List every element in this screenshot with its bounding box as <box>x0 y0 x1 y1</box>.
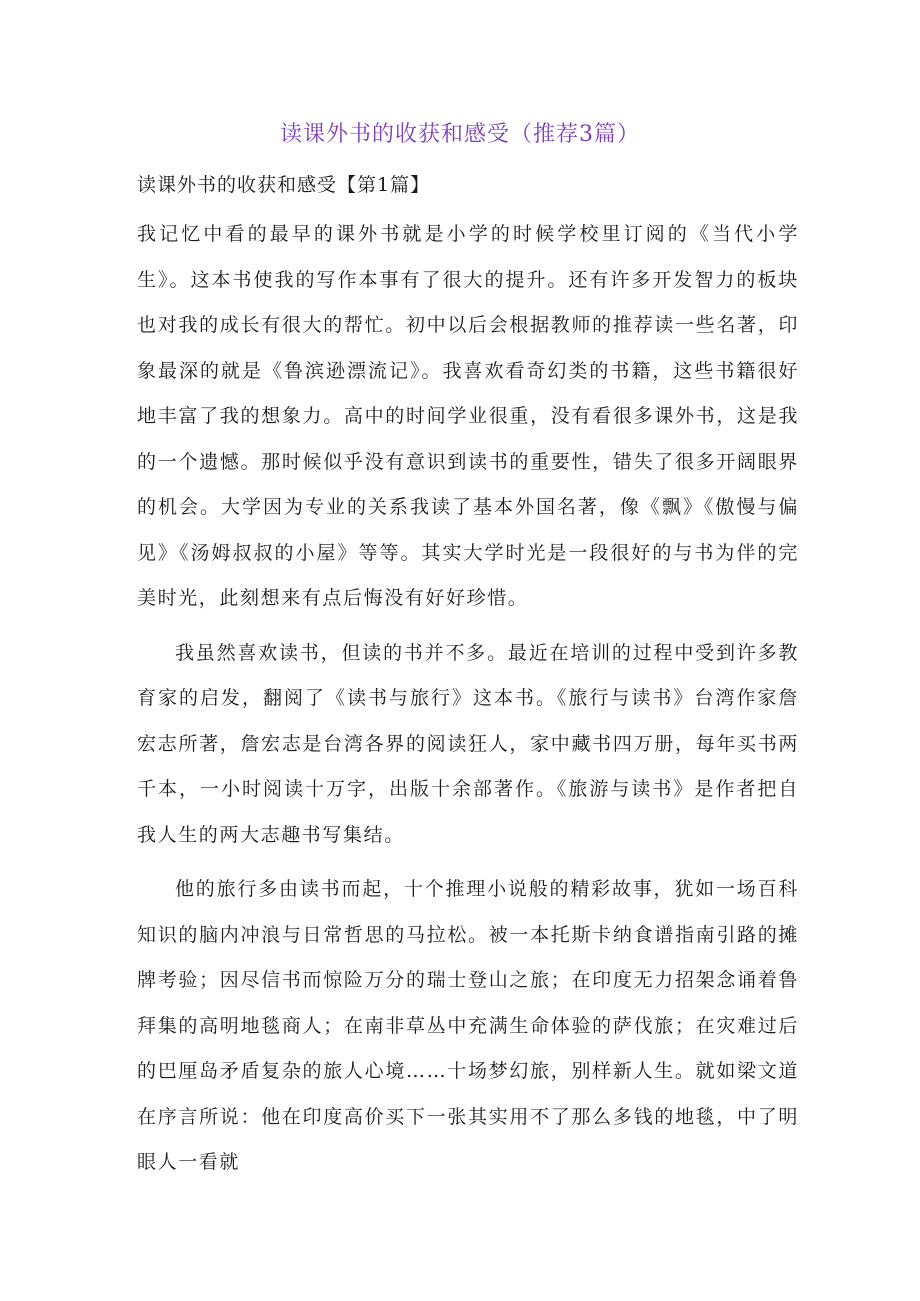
paragraph-2: 我虽然喜欢读书，但读的书并不多。最近在培训的过程中受到许多教育家的启发，翻阅了《读书与旅行》这本书。《旅行与读书》台湾作家詹宏志所著，詹宏志是台湾各界的阅读狂人，家中藏书四万册，每年买书两千本，一小时阅读十万字，出版十余部著作。《旅游与读书》是作者把自我人生的两大志趣书写集结。 <box>137 641 799 846</box>
section-heading: 读课外书的收获和感受【第1篇】 <box>137 174 431 196</box>
document-body <box>137 212 799 1195</box>
document-title: 读课外书的收获和感受（推荐3篇） <box>280 122 640 147</box>
paragraph-1: 我记忆中看的最早的课外书就是小学的时候学校里订阅的《当代小学生》。这本书使我的写作本事有了很大的提升。还有许多开发智力的板块也对我的成长有很大的帮忙。初中以后会根据教师的推荐读一些名著，印象最深的就是《鲁滨逊漂流记》。我喜欢看奇幻类的书籍，这些书籍很好地丰富了我的想象力。高中的时间学业很重，没有看很多课外书，这是我的一个遗憾。那时候似乎没有意识到读书的重要性，错失了很多开阔眼界的机会。大学因为专业的关系我读了基本外国名著，像《飘》《傲慢与偏见》《汤姆叔叔的小屋》等等。其实大学时光是一段很好的与书为伴的完美时光，此刻想来有点后悔没有好好珍惜。 <box>137 223 799 609</box>
paragraph-3: 他的旅行多由读书而起，十个推理小说般的精彩故事，犹如一场百科知识的脑内冲浪与日常哲思的马拉松。被一本托斯卡纳食谱指南引路的摊牌考验；因尽信书而惊险万分的瑞士登山之旅；在印度无力招架念诵着鲁拜集的高明地毯商人；在南非草丛中充满生命体验的萨伐旅；在灾难过后的巴厘岛矛盾复杂的旅人心境……十场梦幻旅，别样新人生。就如梁文道在序言所说：他在印度高价买下一张其实用不了那么多钱的地毯，中了明眼人一看就 <box>137 878 799 1173</box>
